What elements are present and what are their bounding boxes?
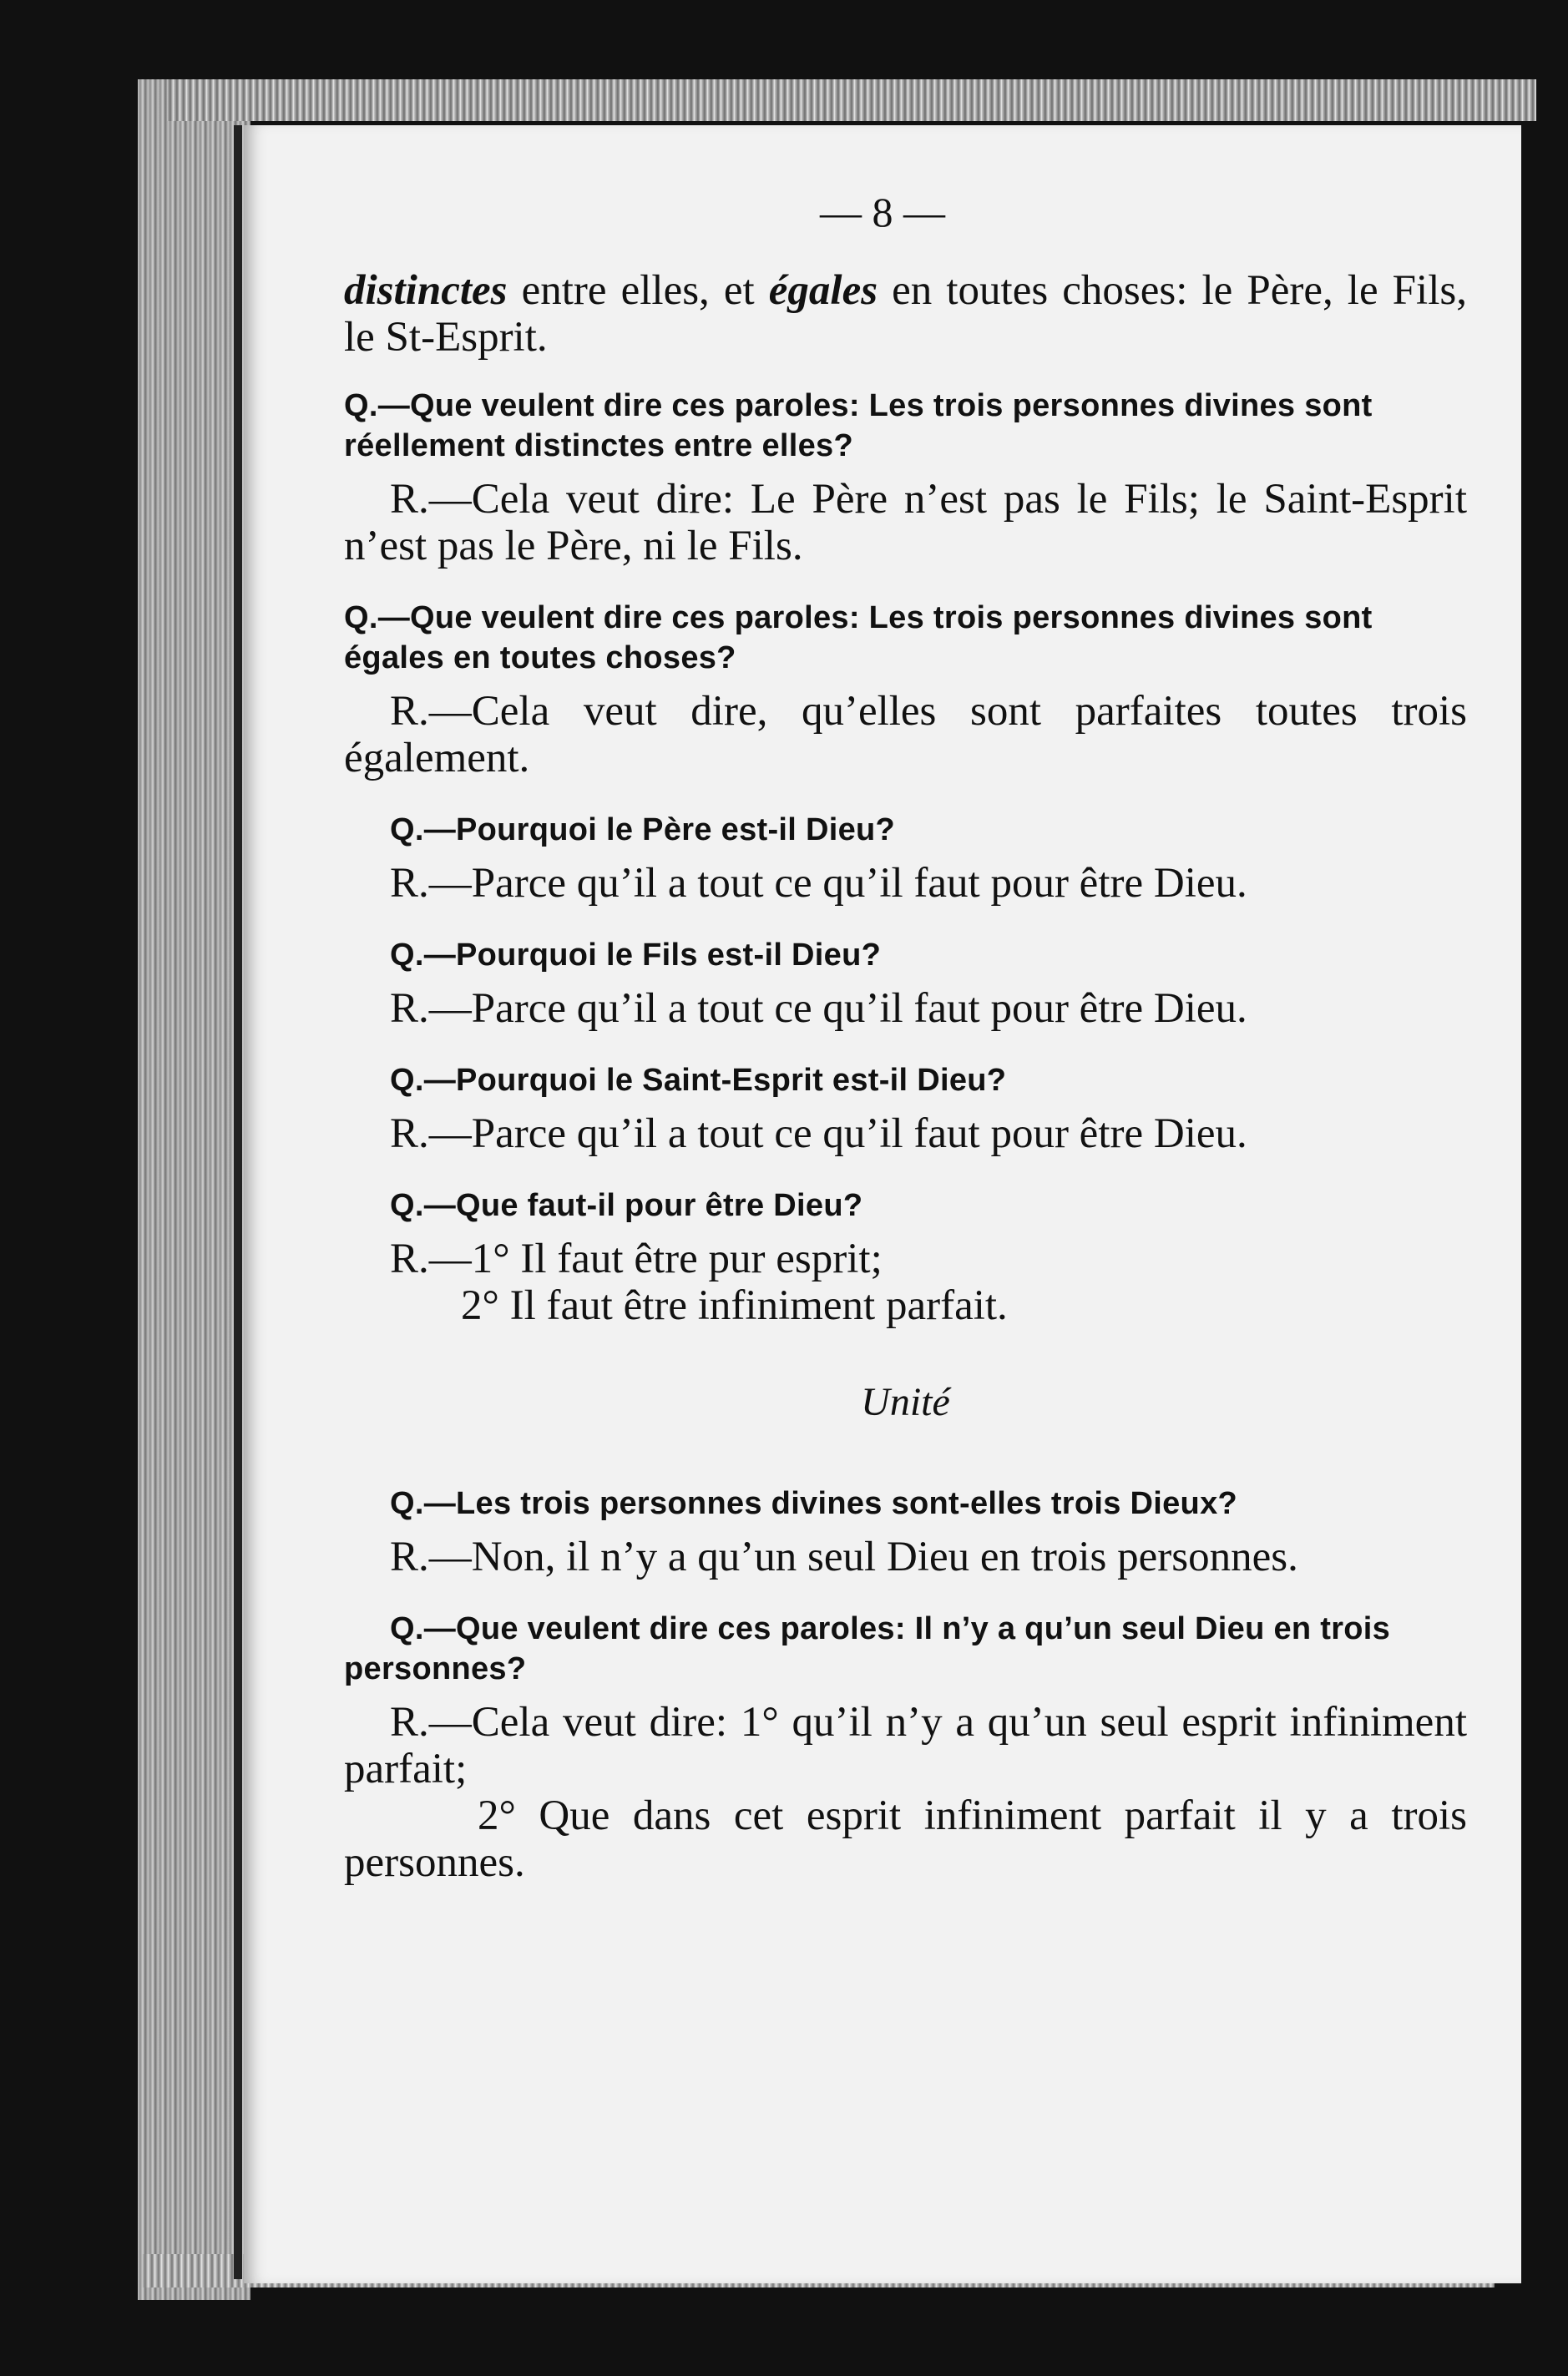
page-top-edge [167, 79, 1536, 121]
answer: R.—Non, il n’y a qu’un seul Dieu en trois personnes. [390, 1534, 1298, 1580]
question: Q.—Que veulent dire ces paroles: Les trois personnes divines sont égales en toutes choses? [344, 600, 1373, 675]
intro-paragraph [344, 267, 1467, 361]
answer: R.—Cela veut dire: Le Père n’est pas le Fils; le Saint-Esprit n’est pas le Père, ni le Fils. [344, 476, 1467, 569]
intro-emphasis-2: égales [768, 267, 878, 314]
intro-text-1: entre elles, et [507, 267, 769, 314]
answer: R.—Cela veut dire, qu’elles sont parfaites toutes trois également. [344, 688, 1467, 781]
answer-line-1: R.—1° Il faut être pur esprit; [390, 1236, 883, 1282]
question: Q.—Que faut-il pour être Dieu? [390, 1188, 863, 1223]
answer [344, 1236, 1467, 1329]
question: Q.—Que veulent dire ces paroles: Les trois personnes divines sont réellement distinctes entre elles? [344, 388, 1373, 463]
answer [344, 1699, 1467, 1886]
answer: R.—Parce qu’il a tout ce qu’il faut pour être Dieu. [390, 985, 1247, 1032]
gutter-shadow [234, 125, 242, 2279]
page-content [344, 267, 1467, 1886]
question: Q.—Que veulent dire ces paroles: Il n’y a qu’un seul Dieu en trois personnes? [344, 1611, 1391, 1686]
page-number: — 8 — [820, 189, 945, 235]
section-heading: Unité [861, 1380, 950, 1424]
answer: R.—Parce qu’il a tout ce qu’il faut pour être Dieu. [390, 860, 1247, 907]
question: Q.—Pourquoi le Saint-Esprit est-il Dieu? [390, 1063, 1007, 1098]
question: Q.—Pourquoi le Père est-il Dieu? [390, 812, 896, 847]
answer-line-2: 2° Que dans cet esprit infiniment parfait il y a trois personnes. [344, 1792, 1467, 1886]
intro-emphasis-1: distinctes [344, 267, 508, 314]
question: Q.—Pourquoi le Fils est-il Dieu? [390, 938, 882, 973]
answer-line-1: R.—Cela veut dire: 1° qu’il n’y a qu’un seul esprit infiniment parfait; [344, 1699, 1467, 1792]
book-page [244, 125, 1521, 2283]
intro-text-2: en toutes choses: le Père, le Fils, le St-Esprit. [344, 267, 1467, 361]
answer: R.—Parce qu’il a tout ce qu’il faut pour être Dieu. [390, 1110, 1247, 1157]
question: Q.—Les trois personnes divines sont-elles trois Dieux? [390, 1486, 1238, 1521]
answer-line-2: 2° Il faut être infiniment parfait. [461, 1282, 1008, 1329]
